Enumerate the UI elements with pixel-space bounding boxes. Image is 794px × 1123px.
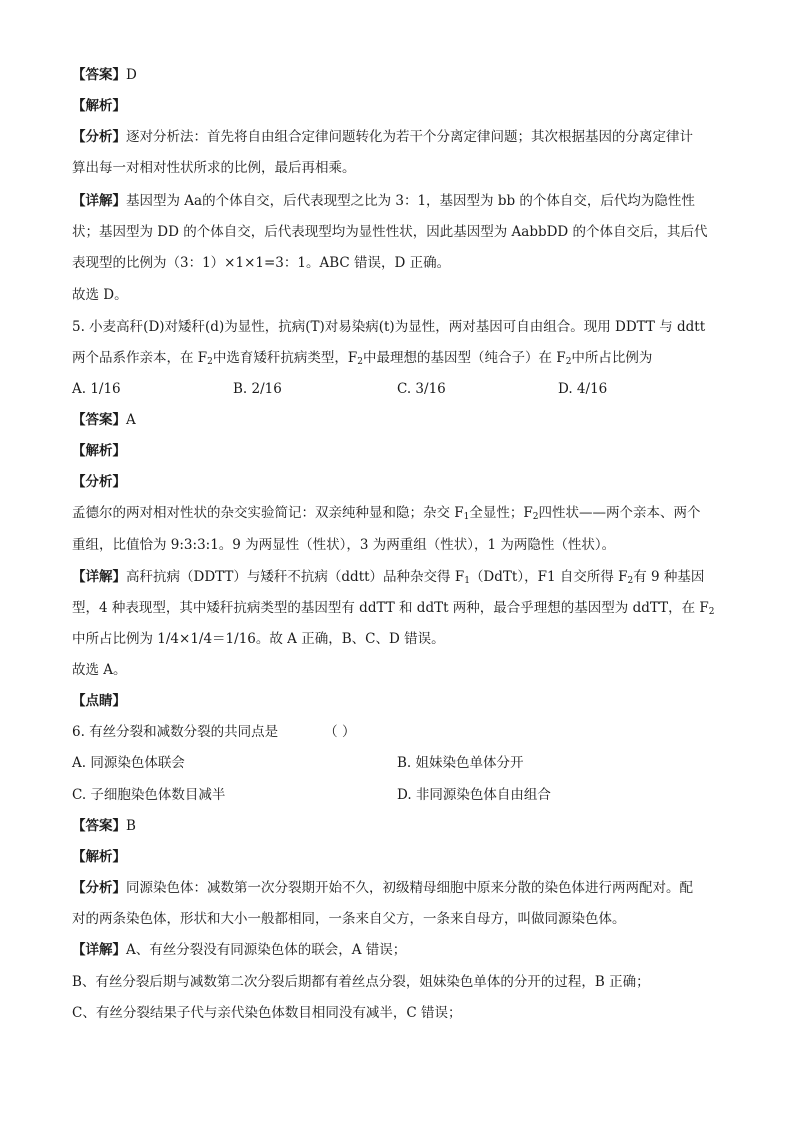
- answer-value: A: [126, 412, 136, 428]
- q5-answer: [72, 410, 136, 430]
- answer-value: B: [126, 818, 136, 834]
- text: 型，4 种表现型，其中矮秆抗病类型的基因型有 ddTT 和 ddTt 两种，最合乎理想的基因型为 ddTT，在 F: [72, 600, 709, 616]
- answer-value: D: [126, 67, 137, 83]
- subscript: 2: [207, 357, 213, 367]
- q6-option-a: A. 同源染色体联会: [72, 755, 185, 771]
- text: 中所占比例为: [571, 350, 653, 366]
- subscript: 2: [532, 512, 539, 522]
- detail-tag: 【详解】: [72, 569, 126, 585]
- answer-tag: 【答案】: [72, 818, 126, 834]
- subscript: 2: [627, 576, 634, 586]
- text: （DdTt），F1 自交所得 F: [469, 569, 628, 585]
- subscript: 1: [463, 512, 470, 522]
- text: 6. 有丝分裂和减数分裂的共同点是: [72, 724, 279, 740]
- q5-stem-line-1: 5. 小麦高秆(D)对矮秆(d)为显性，抗病(T)对易染病(t)为显性，两对基因可自由组合。现用 DDTT 与 ddtt: [72, 319, 706, 335]
- text: 高秆抗病（DDTT）与矮秆不抗病（ddtt）品种杂交得 F: [126, 569, 465, 585]
- text: 两个品系作亲本，在 F: [72, 350, 208, 366]
- q6-detail-line-2: B、有丝分裂后期与减数第二次分裂后期都有着丝点分裂，姐妹染色单体的分开的过程，B 正确；: [72, 974, 650, 990]
- q5-fenxi-line-2: 重组，比值恰为 9:3:3:1。9 为两显性（性状），3 为两重组（性状），1 为两隐性（性状）。: [72, 537, 616, 553]
- answer-tag: 【答案】: [72, 67, 126, 83]
- subscript: 1: [464, 576, 470, 586]
- text: 四性状——两个亲本、两个: [538, 505, 701, 521]
- answer-blank: （ ）: [324, 724, 356, 740]
- text: 逐对分析法：首先将自由组合定律问题转化为若干个分离定律问题；其次根据基因的分离定律计: [126, 129, 693, 145]
- fenxi-tag: 【分析】: [72, 880, 126, 896]
- q4-detail-line-2: 状；基因型为 DD 的个体自交，后代表现型均为显性性状，因此基因型为 AabbDD 的个体自交后，其后代: [72, 224, 708, 240]
- text: 中选育矮秆抗病类型，F: [212, 350, 358, 366]
- q5-analysis-heading: 【解析】: [72, 443, 126, 459]
- text: 基因型为 Aa的个体自交，后代表现型之比为 3：1，基因型为 bb 的个体自交，后代均为隐性性: [126, 193, 695, 209]
- q6-option-d: D. 非同源染色体自由组合: [397, 787, 551, 803]
- fenxi-tag: 【分析】: [72, 129, 126, 145]
- q5-option-c: C. 3/16: [397, 381, 446, 397]
- q4-fenxi-line-2: 算出每一对相对性状所求的比例，最后再相乘。: [72, 160, 356, 176]
- q5-option-b: B. 2/16: [233, 381, 282, 397]
- answer-tag: 【答案】: [72, 412, 126, 428]
- subscript: 2: [708, 607, 715, 617]
- q4-fenxi-line-1: [72, 127, 693, 147]
- q5-detail-line-3: 中所占比例为 1/4×1/4＝1/16。故 A 正确，B、C、D 错误。: [72, 631, 445, 647]
- q4-answer: [72, 65, 137, 85]
- q4-detail-line-3: 表现型的比例为（3：1）×1×1=3：1。ABC 错误，D 正确。: [72, 255, 451, 271]
- text: 全显性；F: [469, 505, 533, 521]
- q5-detail-line-2: [72, 598, 715, 618]
- q6-analysis-heading: 【解析】: [72, 849, 126, 865]
- detail-tag: 【详解】: [72, 942, 126, 958]
- q5-option-d: D. 4/16: [558, 381, 608, 397]
- q5-dianjing-heading: 【点睛】: [72, 693, 126, 709]
- q5-conclusion: 故选 A。: [72, 662, 127, 678]
- q6-option-b: B. 姐妹染色单体分开: [397, 755, 524, 771]
- q5-fenxi-line-1: [72, 503, 701, 523]
- q6-detail-line-3: C、有丝分裂结果子代与亲代染色体数目相同没有减半，C 错误；: [72, 1005, 462, 1021]
- subscript: 2: [565, 357, 572, 367]
- text: 有 9 种基因: [633, 569, 705, 585]
- text: 孟德尔的两对相对性状的杂交实验简记：双亲纯种显和隐；杂交 F: [72, 505, 464, 521]
- text: A、有丝分裂没有同源染色体的联会，A 错误；: [126, 942, 407, 958]
- q4-conclusion: 故选 D。: [72, 287, 128, 303]
- q5-fenxi-heading: 【分析】: [72, 474, 126, 490]
- q4-analysis-heading: 【解析】: [72, 98, 126, 114]
- q6-option-c: C. 子细胞染色体数目减半: [72, 787, 226, 803]
- q6-fenxi-line-1: [72, 878, 693, 898]
- q6-stem: [72, 722, 355, 742]
- q6-fenxi-line-2: 对的两条染色体，形状和大小一般都相同，一条来自父方，一条来自母方，叫做同源染色体。: [72, 911, 626, 927]
- q6-detail-line-1: [72, 940, 406, 960]
- text: 中最理想的基因型（纯合子）在 F: [363, 350, 566, 366]
- q5-detail-line-1: [72, 567, 704, 587]
- text: 同源染色体：减数第一次分裂期开始不久，初级精母细胞中原来分散的染色体进行两两配对。配: [126, 880, 693, 896]
- detail-tag: 【详解】: [72, 193, 126, 209]
- q4-detail-line-1: [72, 191, 695, 211]
- subscript: 2: [357, 357, 364, 367]
- q5-option-a: A. 1/16: [72, 381, 121, 397]
- q6-answer: [72, 816, 136, 836]
- q5-stem-line-2: [72, 348, 652, 368]
